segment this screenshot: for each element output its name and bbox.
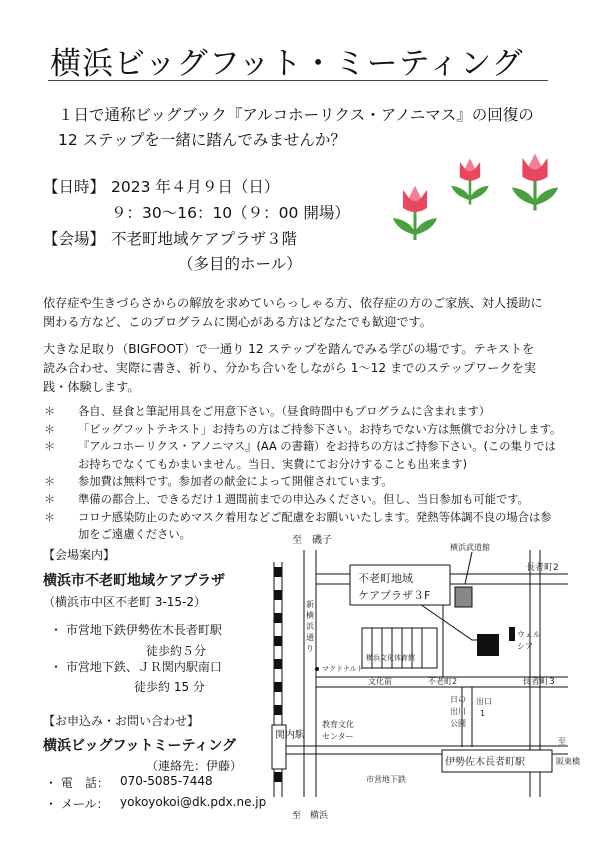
asterisk-icon: ＊ [44,510,56,524]
route-2-walk: 徒歩約 15 分 [134,680,205,694]
phone-label: ・ 電 話： [45,776,109,790]
map-label: 横浜武道館 [450,543,490,552]
map-label: 公園 [450,719,466,728]
kannai-station-label: 関内駅 [275,730,305,741]
asterisk-icon: ＊ [44,422,56,436]
venue-label: 【会場】 [43,230,106,248]
phone-number: 070-5085-7448 [120,774,213,788]
date-label: 【日時】 [43,178,106,196]
map-label: 阪東橋 [556,757,580,766]
map-label: 不老町地域 [358,572,413,585]
note-item [44,509,564,527]
contact-org: 横浜ビッグフットミーティング [43,738,237,754]
contact-header: 【お申込み・お問い合わせ】 [43,714,200,728]
map-label: 通 [306,633,314,642]
map-label: 至 磯子 [292,535,332,546]
note-text: 『アルコホーリクス・アノニマス』(AA の書籍）をお持ちの方はご持参下さい。(この集りでは [78,440,556,454]
time-value: ９：30〜16：10（９：00 開場） [111,204,350,222]
note-item [44,473,564,491]
venue-building [477,634,499,656]
page-title: 横浜ビッグフット・ミーティング [50,46,524,82]
map-label: ウェル [517,630,541,639]
paragraph-2-line: 践・体験します。 [43,380,140,394]
paragraph-1-line: 依存症や生きづらさからの解放を求めていらっしゃる方、依存症の方のご家族、対人援助に [43,296,543,310]
tulip-icon [451,159,488,205]
paragraph-2 [43,340,563,397]
title-underline [48,80,548,81]
map-label: 横 [306,611,314,620]
mcdonalds-marker [315,667,319,671]
route-1: ・ 市営地下鉄伊勢佐木長者町駅 [50,623,222,637]
paragraph-2-line: 読み合わせ、実際に書き、祈り、分かち合いをしながら 1〜12 までのステップワークを実 [43,361,537,375]
map-label: 至 [558,737,566,746]
venue-name: 横浜市不老町地域ケアプラザ [43,573,225,589]
route-2: ・ 市営地下鉄、ＪＲ関内駅南口 [50,660,222,674]
map-label: 横浜文化体育館 [366,654,415,662]
venue-map [272,532,580,824]
map-label: ケアプラザ３F [358,589,431,602]
paragraph-1-line: 関わる方など、このプログラムに関心がある方はどなたでも歓迎です。 [43,315,432,329]
map-label: 長者町3 [522,677,555,687]
map-label: 文化前 [368,677,392,686]
note-item [44,421,564,439]
date-value: 2023 年４月９日（日） [111,178,280,196]
map-label: 不老町2 [428,677,458,686]
note-text: お持ちでなくてもかまいません。当日、実費にてお分けすることも出来ます) [78,457,468,471]
note-item [44,403,564,421]
venue-room: （多目的ホール） [178,255,302,273]
note-text: 加をご遠慮ください。 [78,528,191,542]
access-header: 【会場案内】 [43,548,116,562]
note-text: 準備の都合上、できるだけ１週間前までの申込みください。但し、当日参加も可能です。 [78,492,529,506]
map-label: 日の [450,695,466,704]
mail-label: ・ メール： [45,797,109,811]
note-item [44,456,564,474]
map-label: シア [517,642,533,651]
tulip-icon [512,154,558,211]
mail-address: yokoyokoi@dk.pdx.ne.jp [120,795,267,809]
asterisk-icon: ＊ [44,405,56,418]
map-label: 新 [306,600,314,609]
note-text: コロナ感染防止のためマスク着用などご配慮をお願いいたします。発熱等体調不良の場合は参 [78,510,552,524]
notes-list [44,403,564,544]
map-label: センター [322,732,354,741]
asterisk-icon: ＊ [44,440,56,454]
route-1-walk: 徒歩約５分 [146,644,207,658]
map-label: 出川 [450,707,466,716]
map-label: 浜 [306,622,314,631]
intro-line-1: １日で通称ビッグブック『アルコホーリクス・アノニマス』の回復の [58,106,534,124]
map-label: り [306,644,314,653]
map-label: 長者町2 [526,563,559,573]
note-item [44,491,564,509]
map-label: 1 [480,709,486,718]
paragraph-1 [43,294,563,332]
contact-person: （連絡先：伊藤） [146,759,243,773]
venue-address: （横浜市中区不老町 3-15-2） [43,595,207,609]
gym-building [362,628,437,668]
intro-line-2: 12 ステップを一緒に踏んでみませんか？ [58,131,346,149]
map-label: 出口 [476,697,492,706]
tulip-illustration [385,140,570,255]
budokan-pointer [465,552,472,584]
map-label: 教育文化 [322,720,354,729]
paragraph-2-line: 大きな足取り（BIGFOOT）で一通り 12 ステップを踏んでみる学びの場です。テキストを [43,342,535,356]
note-text: 各自、昼食と筆記用具をご用意下さい。（昼食時間中もプログラムに含まれます） [78,405,491,418]
map-label: 伊勢佐木長者町駅 [445,757,525,768]
tulip-icon [393,186,437,240]
map-label: 市営地下鉄 [366,775,406,784]
venue-value: 不老町地域ケアプラザ３階 [111,230,298,248]
note-item [44,438,564,456]
asterisk-icon: ＊ [44,475,56,489]
note-text: 参加費は無料です。参加者の献金によって開催されています。 [78,475,393,489]
note-text: 「ビッグフットテキスト」お持ちの方はご持参下さい。お持ちでない方は無償でお分けします。 [78,422,562,436]
budokan-building [455,587,472,607]
map-label: 至 横浜 [292,811,329,821]
map-label: マクドナルド [322,665,364,673]
welcia-building [509,627,515,641]
asterisk-icon: ＊ [44,492,56,506]
